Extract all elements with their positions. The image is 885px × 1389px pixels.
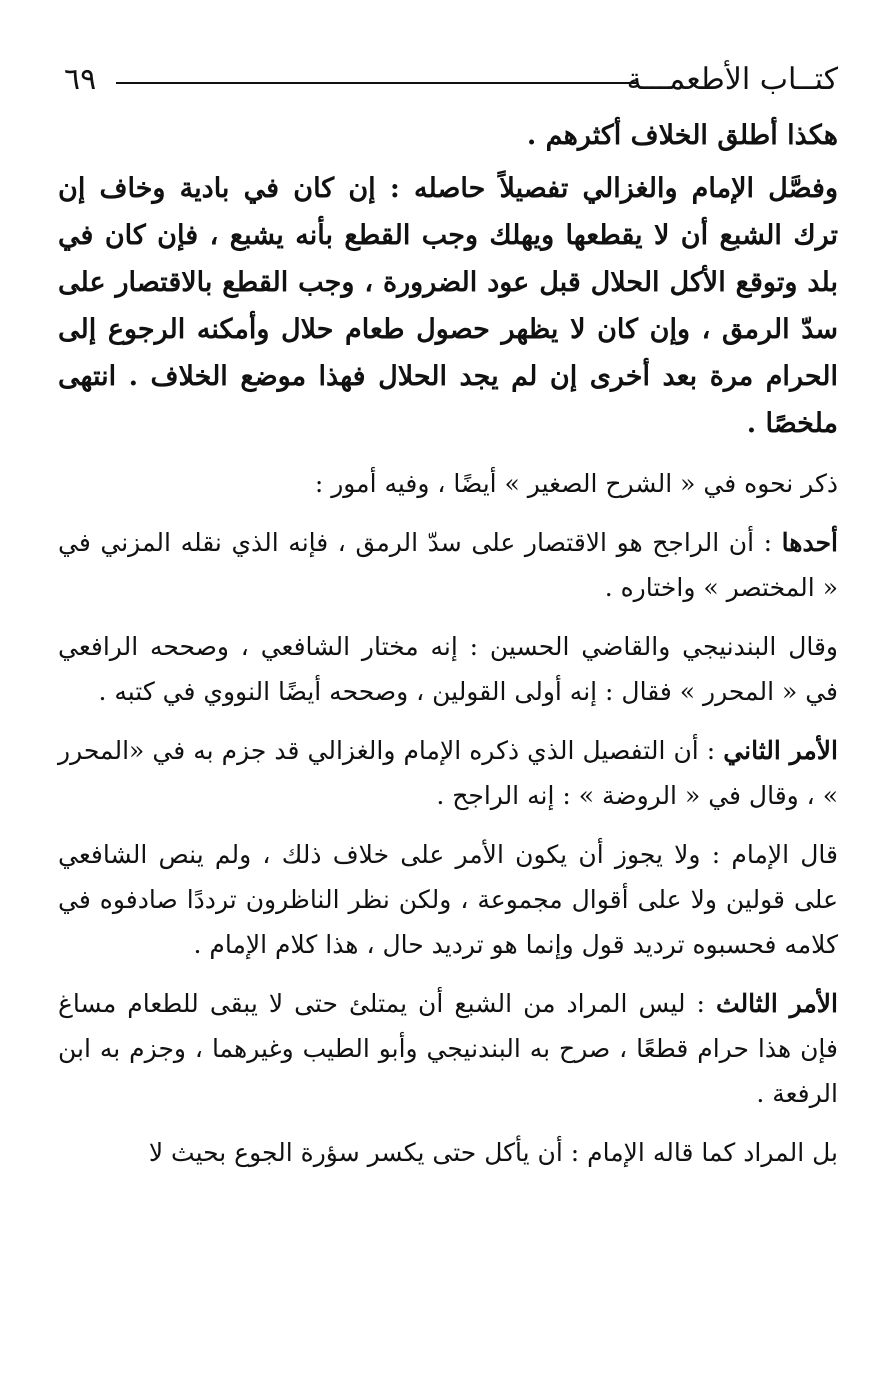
page-header <box>58 56 838 106</box>
header-rule <box>116 82 638 84</box>
paragraph-text: بل المراد كما قاله الإمام : أن يأكل حتى يكسر سؤرة الجوع بحيث لا <box>148 1138 838 1167</box>
paragraph-text: : ليس المراد من الشبع أن يمتلئ حتى لا يبقى للطعام مساغ فإن هذا حرام قطعًا ، صرح به البندنيجي وأبو الطيب وغيرهما ، وجزم به ابن الرفعة . <box>58 989 838 1108</box>
paragraph-text: وقال البندنيجي والقاضي الحسين : إنه مختار الشافعي ، وصححه الرافعي في « المحرر » فقال : إنه أولى القولين ، وصححه أيضًا النووي في كتبه . <box>58 632 838 706</box>
book-page <box>58 56 838 1175</box>
paragraph-6 <box>58 728 838 818</box>
book-title: كتــاب الأطعمـــة <box>626 62 838 97</box>
paragraph-4 <box>58 520 838 610</box>
paragraph-2 <box>58 165 838 447</box>
paragraph-text: ذكر نحوه في « الشرح الصغير » أيضًا ، وفيه أمور : <box>314 469 838 498</box>
paragraph-lead: الأمر الثاني <box>723 736 838 765</box>
paragraph-5 <box>58 624 838 714</box>
bold-passage <box>58 112 838 447</box>
paragraph-text: : أن الراجح هو الاقتصار على سدّ الرمق ، فإنه الذي نقله المزني في « المختصر » واختاره . <box>58 528 838 602</box>
page-number: ٦٩ <box>64 62 97 97</box>
paragraph-text: وفصَّل الإمام والغزالي تفصيلاً حاصله : إن كان في بادية وخاف إن ترك الشبع أن لا يقطعها ويهلك وجب القطع بأنه يشبع ، فإن كان في بلد وتوقع الأكل الحلال قبل عود الضرورة ، وجب القطع بالاقتصار على سدّ الرمق ، وإن كان لا يظهر حصول طعام حلال وأمكنه الرجوع إلى الحرام مرة بعد أخرى إن لم يجد الحلال فهذا موضع الخلاف . انتهى ملخصًا . <box>58 173 838 439</box>
paragraph-3 <box>58 461 838 506</box>
paragraph-text: : أن التفصيل الذي ذكره الإمام والغزالي قد جزم به في «المحرر » ، وقال في « الروضة » : إنه الراجح . <box>58 736 838 810</box>
paragraph-8 <box>58 981 838 1116</box>
paragraph-7 <box>58 832 838 967</box>
paragraph-1 <box>58 112 838 159</box>
paragraph-lead: الأمر الثالث <box>715 989 838 1018</box>
paragraph-text: هكذا أطلق الخلاف أكثرهم . <box>526 120 838 151</box>
paragraph-lead: أحدها <box>781 528 838 557</box>
paragraph-9 <box>58 1130 838 1175</box>
paragraph-text: قال الإمام : ولا يجوز أن يكون الأمر على خلاف ذلك ، ولم ينص الشافعي على قولين ولا على أقوال مجموعة ، ولكن نظر الناظرون ترددًا صادفوه في كلامه فحسبوه ترديد قول وإنما هو ترديد حال ، هذا كلام الإمام . <box>58 840 838 959</box>
